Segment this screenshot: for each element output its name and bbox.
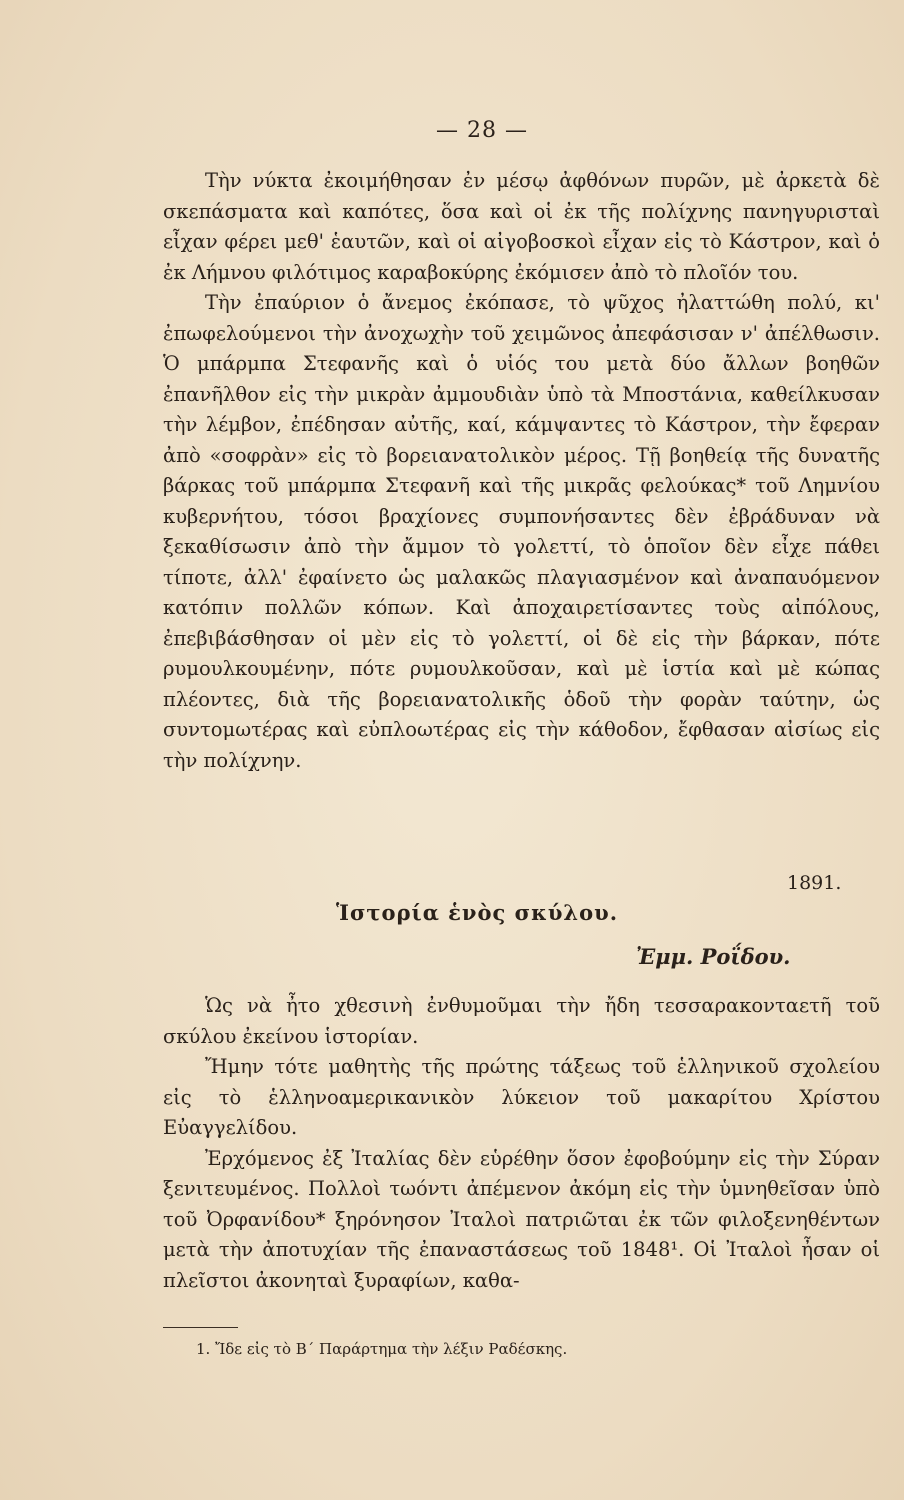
- footnote: 1. Ἴδε εἰς τὸ Β΄ Παράρτημα τὴν λέξιν Ραδέσκης.: [196, 1340, 568, 1358]
- paragraph: Τὴν ἐπαύριον ὁ ἄνεμος ἐκόπασε, τὸ ψῦχος ἠλαττώθη πολύ, κι' ἐπωφελούμενοι τὴν ἀνοχωχὴν τοῦ χειμῶνος ἀπεφάσισαν ν' ἀπέλθωσιν. Ὁ μπάρμπα Στεφανῆς καὶ ὁ υἱός του μετὰ δύο ἄλλων βοηθῶν ἐπανῆλθον εἰς τὴν μικρὰν ἀμμουδιὰν ὑπὸ τὰ Μποστάνια, καθείλκυσαν τὴν λέμβον, ἐπέδησαν αὐτῆς, καί, κάμψαντες τὸ Κάστρον, τὴν ἔφεραν ἀπὸ «σοφρὰν» εἰς τὸ βορειανατολικὸν μέρος. Τῇ βοηθείᾳ τῆς δυνατῆς βάρκας τοῦ μπάρμπα Στεφανῆ καὶ τῆς μικρᾶς φελούκας* τοῦ Λημνίου κυβερνήτου, τόσοι βραχίονες συμπονήσαντες δὲν ἐβράδυναν νὰ ξεκαθίσωσιν ἀπὸ τὴν ἄμμον τὸ γολεττί, τὸ ὁποῖον δὲν εἶχε πάθει τίποτε, ἀλλ' ἐφαίνετο ὡς μαλακῶς πλαγιασμένον καὶ ἀναπαυόμενον κατόπιν πολλῶν κόπων. Καὶ ἀποχαιρετίσαντες τοὺς αἰπόλους, ἐπεβιβάσθησαν οἱ μὲν εἰς τὸ γολεττί, οἱ δὲ εἰς τὴν βάρκαν, πότε ρυμουλκουμένην, πότε ρυμουλκοῦσαν, καὶ μὲ ἱστία καὶ μὲ κώπας πλέοντες, διὰ τῆς βορειανατολικῆς ὁδοῦ τὴν φορὰν ταύτην, ὡς συντομωτέρας καὶ εὐπλοωτέρας εἰς τὴν κάθοδον, ἔφθασαν αἰσίως εἰς τὴν πολίχνην.: [163, 291, 880, 772]
- story-title: Ἱστορία ἑνὸς σκύλου.: [335, 900, 619, 925]
- paragraph: Τὴν νύκτα ἐκοιμήθησαν ἐν μέσῳ ἀφθόνων πυρῶν, μὲ ἀρκετὰ δὲ σκεπάσματα καὶ καπότες, ὅσα καὶ οἱ ἐκ τῆς πολίχνης πανηγυρισταὶ εἶχαν φέρει μεθ' ἑαυτῶν, καὶ οἱ αἰγοβοσκοὶ εἶχαν εἰς τὸ Κάστρον, καὶ ὁ ἐκ Λήμνου φιλότιμος καραβοκύρης ἐκόμισεν ἀπὸ τὸ πλοῖόν του.: [163, 169, 880, 284]
- paragraph: Ἐρχόμενος ἐξ Ἰταλίας δὲν εὑρέθην ὅσον ἐφοβούμην εἰς τὴν Σύραν ξενιτευμένος. Πολλοὶ τωόντι ἀπέμενον ἀκόμη εἰς τὴν ὑμνηθεῖσαν ὑπὸ τοῦ Ὀρφανίδου* ξηρόνησον Ἰταλοὶ πατριῶται ἐκ τῶν φιλοξενηθέντων μετὰ τὴν ἀποτυχίαν τῆς ἐπαναστάσεως τοῦ 1848¹. Οἱ Ἰταλοὶ ἦσαν οἱ πλεῖστοι ἀκονηταὶ ξυραφίων, καθα-: [163, 1146, 880, 1292]
- paragraph: Ἤμην τότε μαθητὴς τῆς πρώτης τάξεως τοῦ ἑλληνικοῦ σχολείου εἰς τὸ ἑλληνοαμερικανικὸν λύκειον τοῦ μακαρίτου Χρίστου Εὐαγγελίδου.: [163, 1055, 880, 1139]
- paragraph: Ὡς νὰ ἦτο χθεσινὴ ἐνθυμοῦμαι τὴν ἤδη τεσσαρακονταετῆ τοῦ σκύλου ἐκείνου ἱστορίαν.: [163, 994, 880, 1048]
- body-text-part2: [163, 991, 880, 1296]
- author-name: Ἐμμ. Ροΐδου.: [636, 944, 791, 969]
- footnote-divider: [163, 1327, 238, 1328]
- body-text-part1: [163, 166, 880, 776]
- page-number: — 28 —: [436, 118, 528, 143]
- date-year: 1891.: [787, 872, 842, 894]
